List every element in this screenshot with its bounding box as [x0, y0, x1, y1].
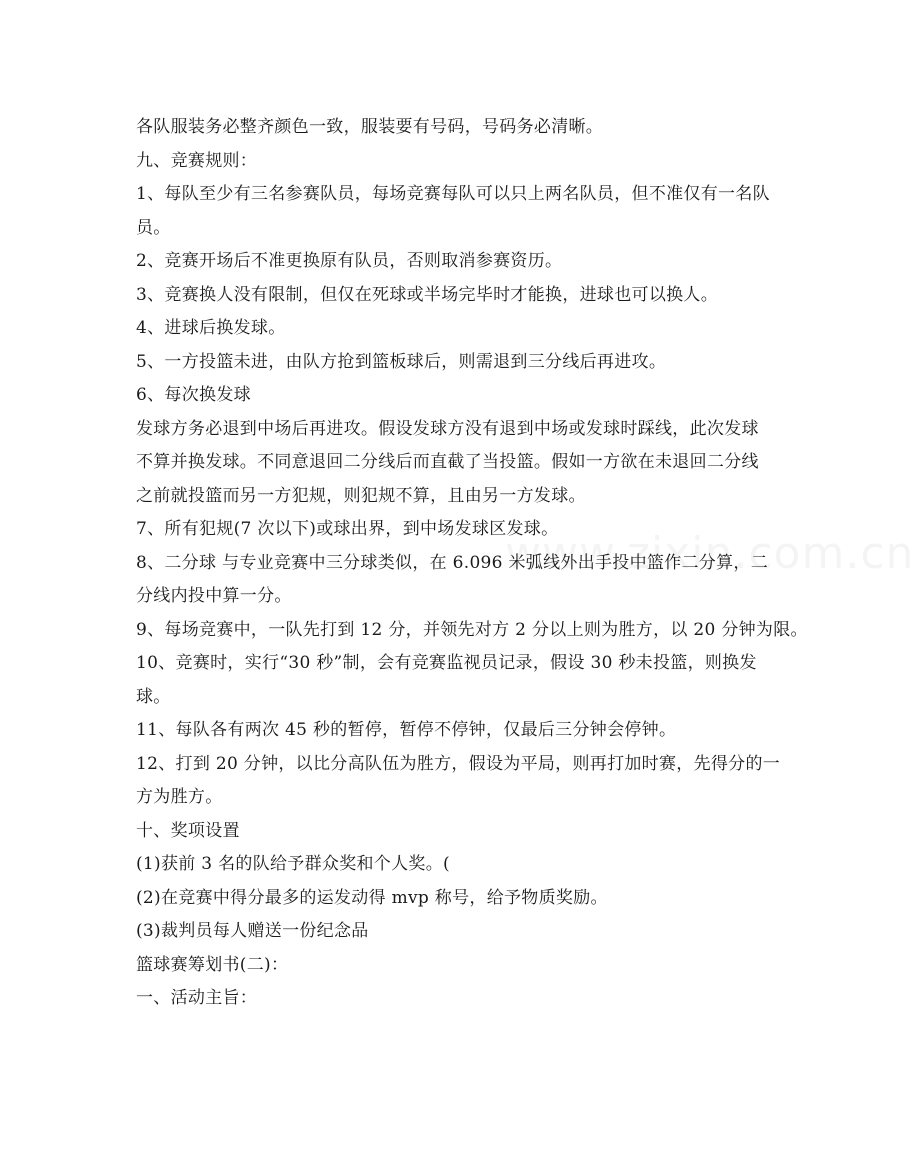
text-line: 球。	[136, 686, 171, 707]
text-line: 9、每场竞赛中，一队先打到 12 分，并领先对方 2 分以上则为胜方，以 20 分钟为限。	[136, 619, 808, 640]
section-heading: 十、奖项设置	[136, 820, 240, 841]
text-line: 各队服装务必整齐颜色一致，服装要有号码，号码务必清晰。	[136, 117, 604, 137]
text-line: 3、竞赛换人没有限制，但仅在死球或半场完毕时才能换，进球也可以换人。	[136, 284, 719, 305]
text-line: 员。	[136, 217, 171, 238]
text-line: 之前就投篮而另一方犯规，则犯规不算，且由另一方发球。	[136, 485, 586, 506]
text-line: 4、进球后换发球。	[136, 318, 286, 338]
text-line: 不算并换发球。不同意退回二分线后而直截了当投篮。假如一方欲在未退回二分线	[136, 452, 759, 472]
section-heading: 篮球赛筹划书(二)：	[136, 954, 289, 975]
text-line: 1、每队至少有三名参赛队员，每场竞赛每队可以只上两名队员，但不准仅有一名队	[136, 184, 770, 204]
section-heading: 一、活动主旨：	[136, 988, 258, 1008]
text-line: 12、打到 20 分钟，以比分高队伍为胜方，假设为平局，则再打加时赛，先得分的一	[136, 753, 781, 774]
text-line: (3)裁判员每人赠送一份纪念品	[136, 921, 369, 941]
text-line: 发球方务必退到中场后再进攻。假设发球方没有退到中场或发球时踩线，此次发球	[136, 418, 759, 439]
text-line: (2)在竞赛中得分最多的运发动得 mvp 称号，给予物质奖励。	[136, 887, 608, 908]
document-body	[136, 111, 808, 1016]
section-heading: 九、竞赛规则：	[136, 150, 258, 171]
text-line: 7、所有犯规(7 次以下)或球出界，到中场发球区发球。	[136, 519, 559, 539]
text-line: 方为胜方。	[136, 787, 223, 807]
text-line: 5、一方投篮未进，由队方抢到篮板球后，则需退到三分线后再进攻。	[136, 351, 667, 372]
text-line: 6、每次换发球	[136, 385, 251, 405]
text-line: 2、竞赛开场后不准更换原有队员，否则取消参赛资历。	[136, 251, 563, 271]
text-line: 10、竞赛时，实行“30 秒”制，会有竞赛监视员记录，假设 30 秒未投篮，则换发	[136, 653, 757, 673]
text-line: (1)获前 3 名的队给予群众奖和个人奖。(	[136, 854, 450, 874]
text-line: 11、每队各有两次 45 秒的暂停，暂停不停钟，仅最后三分钟会停钟。	[136, 720, 677, 740]
text-line: 分线内投中算一分。	[136, 586, 292, 606]
text-line: 8、二分球 与专业竞赛中三分球类似，在 6.096 米弧线外出手投中篮作二分算，二	[136, 552, 768, 573]
